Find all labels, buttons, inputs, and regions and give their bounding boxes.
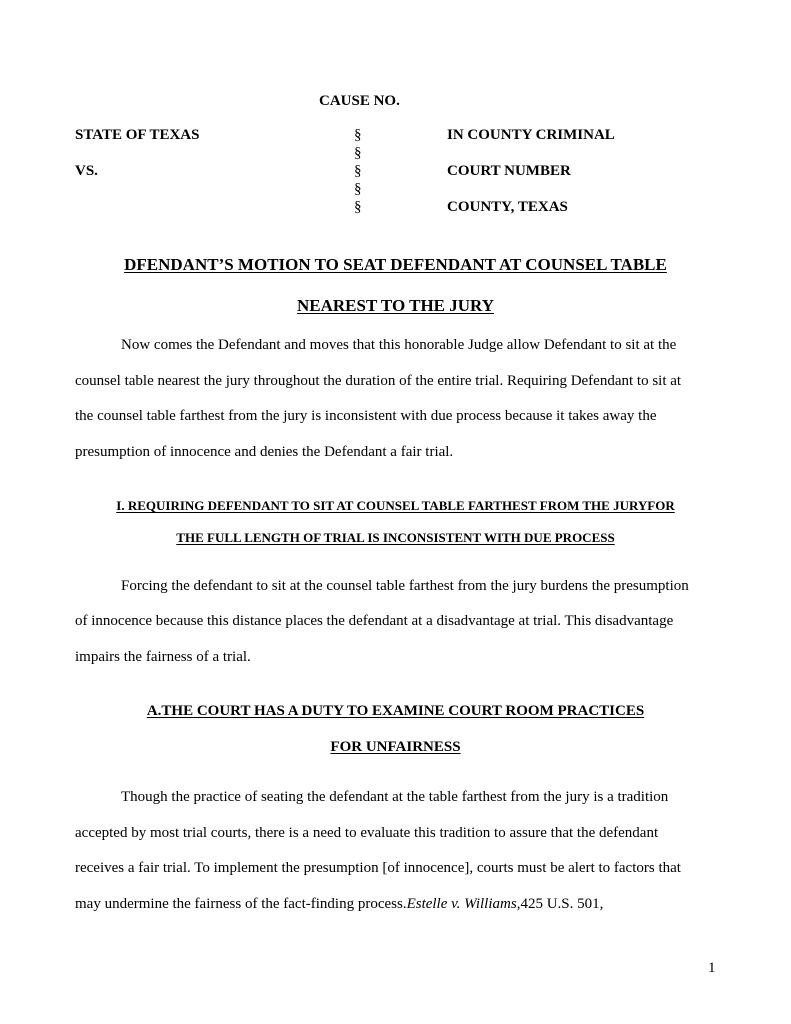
paragraph-line: accepted by most trial courts, there is a need to evaluate this tradition to assure that the defendant: [75, 825, 659, 841]
caption-court-line2: COURT NUMBER: [447, 163, 571, 179]
page-number: 1: [708, 960, 716, 976]
section-mark: §: [354, 127, 362, 143]
section-heading-1-line1: I. REQUIRING DEFENDANT TO SIT AT COUNSEL TABLE FARTHEST FROM THE JURYFOR: [116, 498, 675, 513]
paragraph-line: Though the practice of seating the defendant at the table farthest from the jury is a tradition: [121, 789, 669, 805]
paragraph-line-citation: [75, 896, 603, 913]
section-heading-a-line2: FOR UNFAIRNESS: [330, 739, 461, 755]
motion-title-line1: DFENDANT’S MOTION TO SEAT DEFENDANT AT COUNSEL TABLE: [124, 255, 667, 274]
section-mark: §: [354, 199, 362, 215]
paragraph-line: Now comes the Defendant and moves that this honorable Judge allow Defendant to sit at the: [121, 337, 677, 353]
caption-party-state: STATE OF TEXAS: [75, 127, 200, 143]
paragraph-line: the counsel table farthest from the jury is inconsistent with due process because it takes away the: [75, 408, 657, 424]
section-heading-1-line2: THE FULL LENGTH OF TRIAL IS INCONSISTENT WITH DUE PROCESS: [176, 530, 615, 545]
section-mark: §: [354, 163, 362, 179]
section-heading-a-line1: A.THE COURT HAS A DUTY TO EXAMINE COURT ROOM PRACTICES: [146, 703, 645, 719]
paragraph-line: of innocence because this distance places the defendant at a disadvantage at trial. This disadvantage: [75, 613, 674, 629]
paragraph-line: counsel table nearest the jury throughout the duration of the entire trial. Requiring Defendant to sit at: [75, 373, 682, 389]
paragraph-line: Forcing the defendant to sit at the counsel table farthest from the jury burdens the presumption: [121, 578, 689, 594]
motion-title-line2: NEAREST TO THE JURY: [296, 296, 495, 315]
paragraph-line: impairs the fairness of a trial.: [75, 649, 251, 665]
paragraph-line: receives a fair trial. To implement the presumption [of innocence], courts must be alert to factors that: [75, 860, 681, 876]
section-mark: §: [354, 145, 362, 161]
paragraph-line: presumption of innocence and denies the Defendant a fair trial.: [75, 444, 454, 460]
cause-number-label: CAUSE NO.: [319, 93, 400, 109]
caption-court-line3: COUNTY, TEXAS: [447, 199, 568, 215]
caption-versus: VS.: [75, 163, 98, 179]
caption-court-line1: IN COUNTY CRIMINAL: [447, 127, 615, 143]
case-citation-name: Estelle v. Williams: [406, 896, 517, 912]
section-mark: §: [354, 181, 362, 197]
case-citation-reporter: ,425 U.S. 501,: [516, 896, 604, 912]
citation-lead-text: may undermine the fairness of the fact-finding process.: [75, 896, 407, 912]
